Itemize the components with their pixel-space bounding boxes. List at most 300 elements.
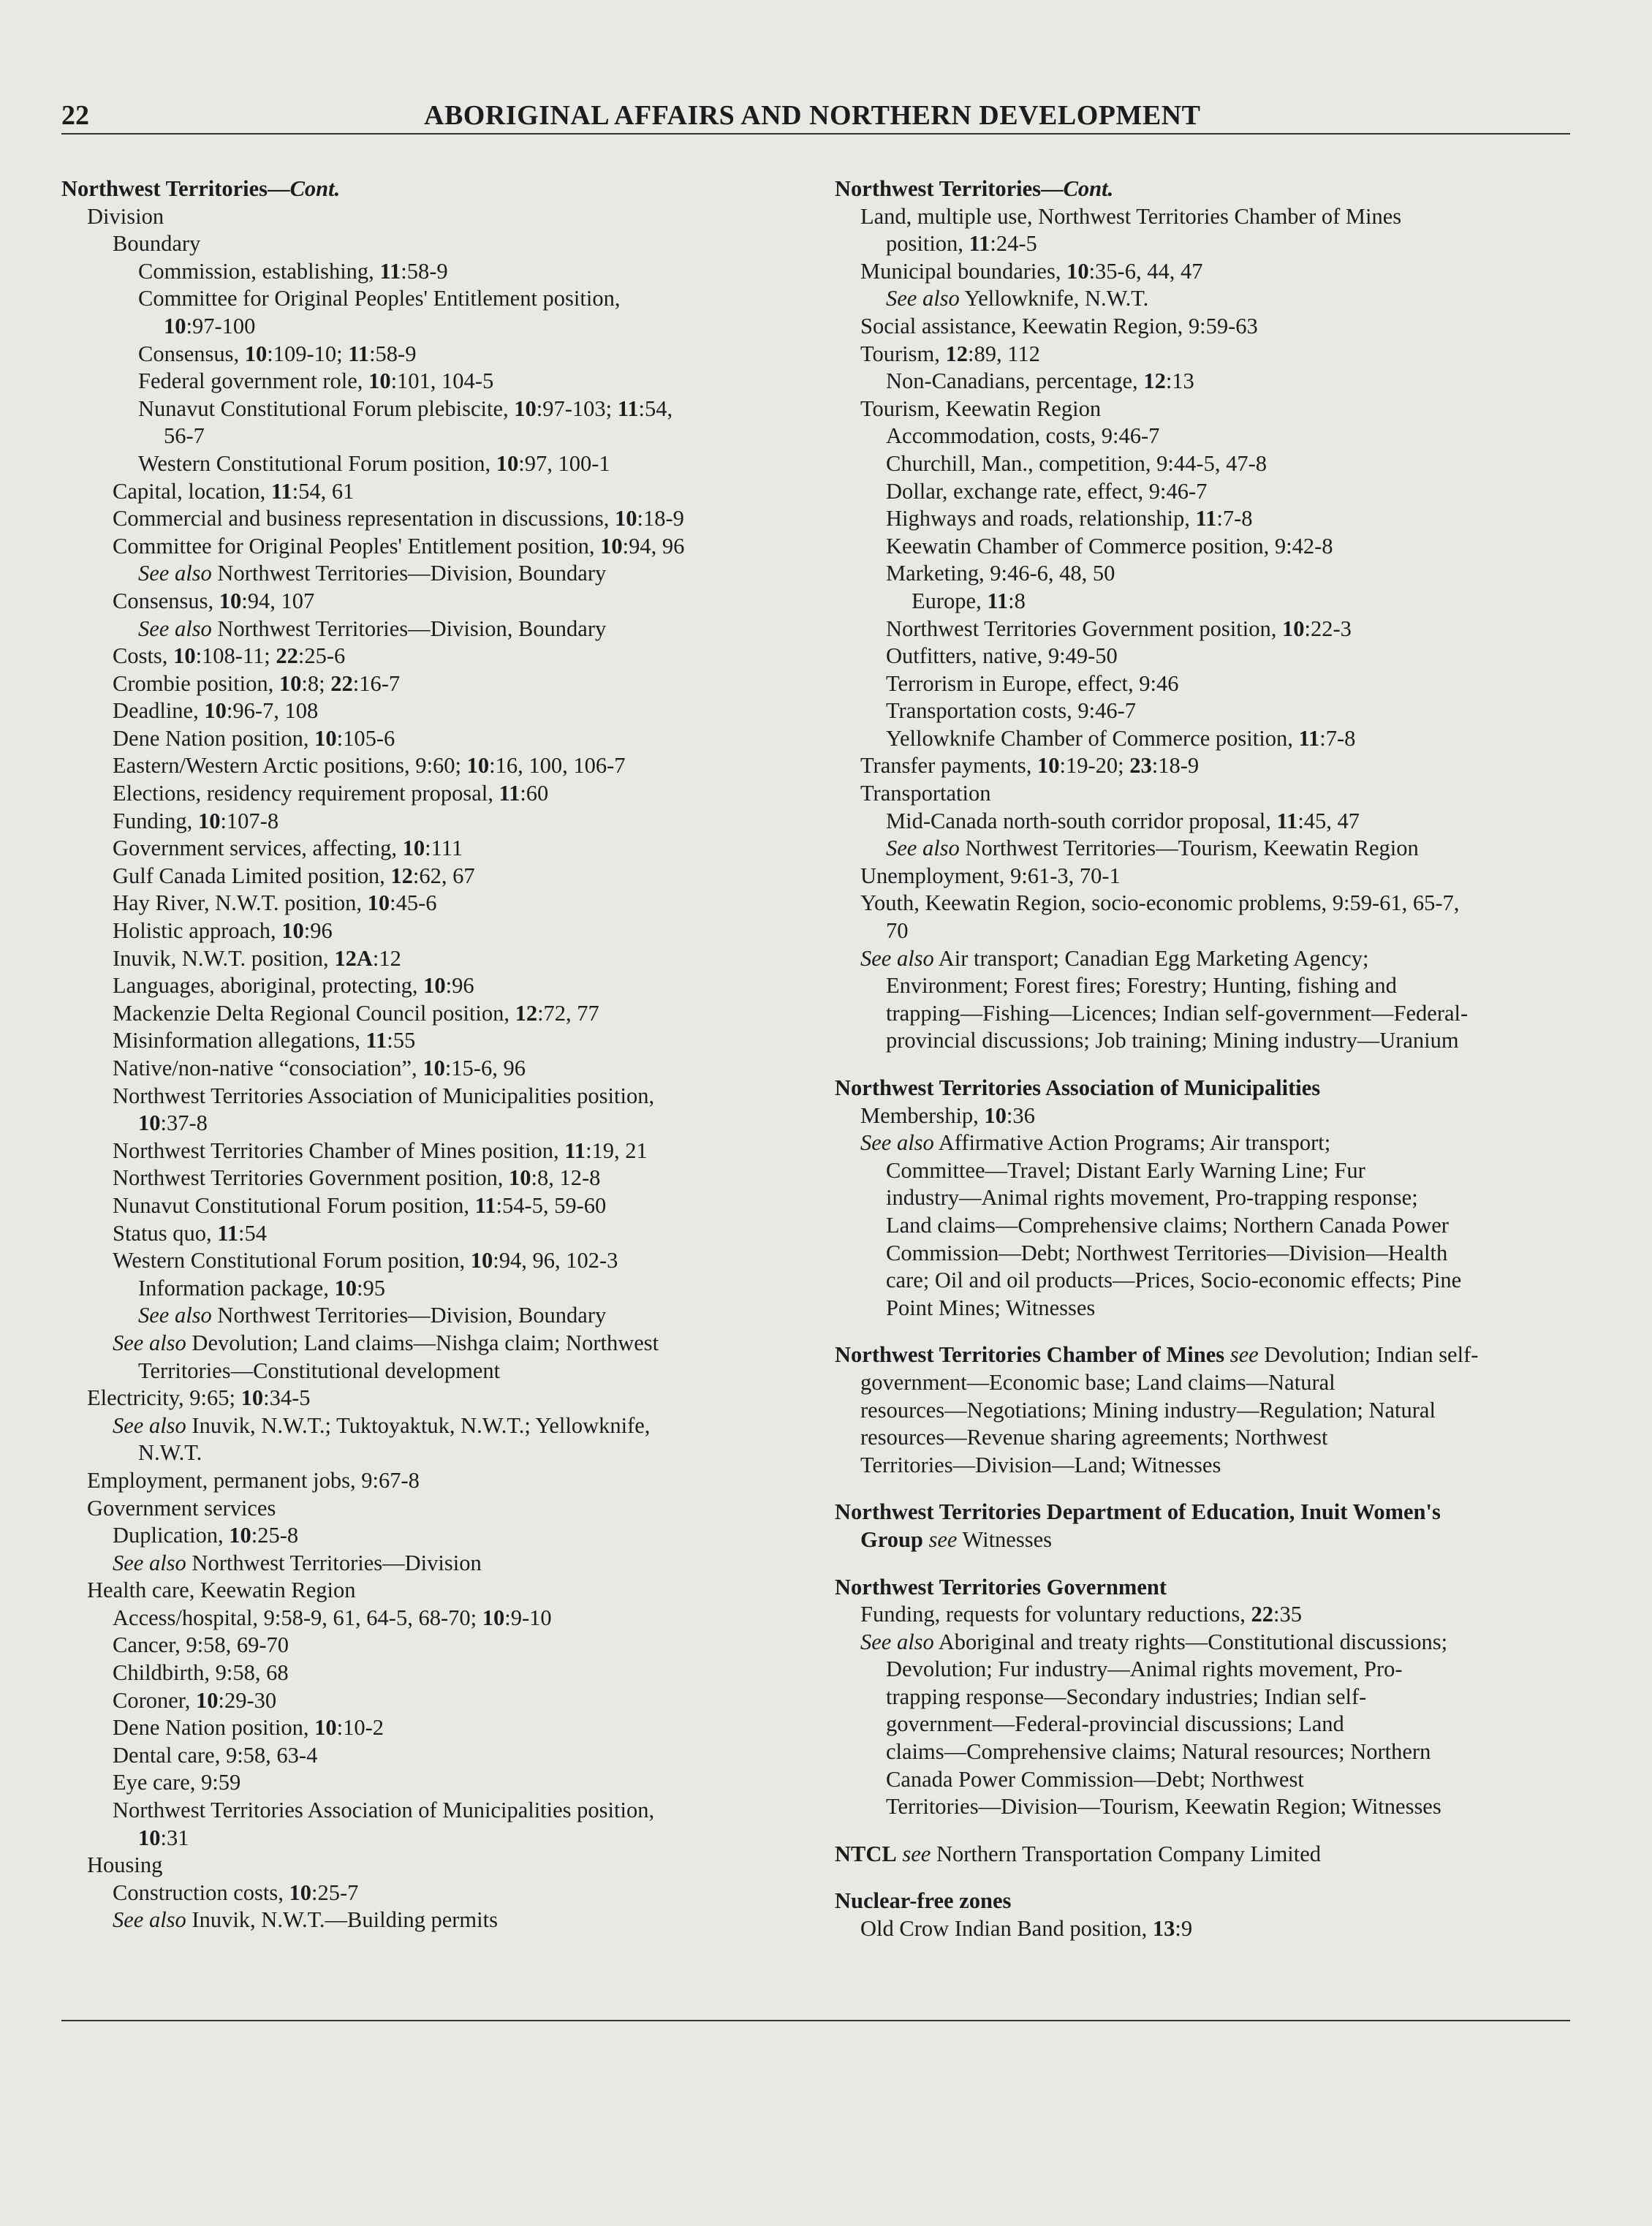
entry-text: Inuvik, N.W.T.; Tuktoyaktuk, N.W.T.; Yellowknife, (186, 1412, 651, 1438)
entry-text: Accommodation, costs, 9:46-7 (886, 423, 1160, 449)
entry-text: care; Oil and oil products—Prices, Socio-economic effects; Pine (886, 1268, 1462, 1293)
entry-text: Eye care, 9:59 (113, 1770, 241, 1795)
index-entry-line (61, 725, 807, 753)
entry-text: Devolution; Fur industry—Animal rights movement, Pro- (886, 1657, 1403, 1682)
entry-text: :94, 96 (622, 533, 685, 559)
index-entry-line (835, 450, 1573, 478)
index-entry-line (61, 1467, 807, 1495)
entry-text: Yellowknife, N.W.T. (959, 286, 1149, 311)
index-entry-line (835, 1656, 1573, 1684)
entry-text: Boundary (113, 231, 201, 257)
entry-text: :29-30 (218, 1687, 277, 1713)
index-entry-line (835, 1102, 1573, 1130)
entry-text: claims—Comprehensive claims; Natural resources; Northern (886, 1739, 1431, 1765)
index-entry-line (835, 285, 1573, 313)
entry-text: 10 (367, 890, 390, 916)
entry-text: Unemployment, 9:61-3, 70-1 (860, 863, 1121, 888)
entry-text: Nunavut Constitutional Forum plebiscite, (138, 395, 515, 421)
entry-text: Northwest Territories—Division, Boundary (211, 616, 607, 641)
index-entry-line (835, 808, 1573, 836)
entry-text: Canada Power Commission—Debt; Northwest (886, 1766, 1304, 1792)
entry-text: Dental care, 9:58, 63-4 (113, 1742, 318, 1768)
entry-text: :45, 47 (1297, 808, 1360, 833)
index-entry-line (61, 1714, 807, 1742)
entry-text: 10 (334, 1275, 357, 1301)
entry-text: Northwest Territories—Division, Boundary (211, 1303, 607, 1328)
index-entry-line (835, 1793, 1573, 1821)
index-entry-line (61, 643, 807, 670)
index-entry-line (61, 1385, 807, 1412)
entry-text: 10 (466, 753, 490, 779)
entry-gap (835, 1055, 1573, 1075)
entry-text: 22 (1251, 1602, 1274, 1627)
entry-text: Highways and roads, relationship, (886, 506, 1196, 531)
index-entry-line (61, 478, 807, 506)
entry-text: Hay River, N.W.T. position, (113, 890, 368, 916)
entry-text: NTCL (835, 1841, 897, 1866)
entry-text: :96 (445, 973, 474, 999)
entry-text: 12 (515, 1000, 538, 1026)
index-entry-line (61, 808, 807, 836)
index-entry-line (835, 368, 1573, 395)
index-entry-line (835, 1212, 1573, 1240)
entry-text: resources—Negotiations; Mining industry—Regulation; Natural (860, 1397, 1436, 1423)
index-entry-line (61, 285, 807, 313)
entry-text: Membership, (860, 1102, 985, 1128)
entry-text: See also (886, 836, 960, 861)
entry-text: Non-Canadians, percentage, (886, 368, 1144, 394)
entry-text: 10 (138, 1825, 161, 1850)
index-entry-line (61, 1797, 807, 1825)
entry-text: Division (87, 203, 164, 229)
index-entry-line (835, 505, 1573, 533)
index-entry-line (835, 835, 1573, 863)
entry-text: :54-5, 59-60 (496, 1192, 607, 1218)
entry-text: :35 (1273, 1602, 1302, 1627)
index-entry-line (835, 972, 1573, 1000)
entry-text: Funding, (113, 808, 198, 833)
entry-text: 10 (1281, 616, 1305, 641)
entry-text: :58-9 (401, 258, 448, 284)
entry-text: Churchill, Man., competition, 9:44-5, 47-8 (886, 450, 1267, 476)
index-entry-line (835, 1027, 1573, 1055)
entry-text: Dene Nation position, (113, 725, 315, 751)
entry-text: Tourism, Keewatin Region (860, 395, 1102, 421)
index-entry-line (835, 1369, 1573, 1397)
entry-text: Mid-Canada north-south corridor proposal, (886, 808, 1277, 833)
index-entry-line (835, 1526, 1573, 1554)
entry-text: 11 (348, 341, 370, 366)
entry-text: Elections, residency requirement proposal, (113, 781, 499, 806)
entry-text: :8, 12-8 (531, 1165, 601, 1191)
entry-text: Yellowknife Chamber of Commerce position, (886, 725, 1299, 751)
entry-text: :25-8 (251, 1523, 299, 1548)
entry-text: 11 (365, 1028, 387, 1053)
entry-text: Western Constitutional Forum position, (113, 1248, 471, 1273)
entry-text: 10 (281, 918, 304, 944)
entry-text: :95 (356, 1275, 385, 1301)
index-entry-line (835, 395, 1573, 423)
index-entry-line (61, 1000, 807, 1028)
entry-text: Terrorism in Europe, effect, 9:46 (886, 670, 1179, 696)
index-entry-line (835, 917, 1573, 945)
index-heading (835, 1075, 1573, 1102)
index-entry-line (835, 1184, 1573, 1212)
entry-gap (835, 1554, 1573, 1574)
entry-text: See also (138, 616, 212, 641)
entry-text: Northwest Territories Government (835, 1574, 1167, 1600)
entry-text: 11 (217, 1220, 239, 1246)
index-entry-line (61, 1165, 807, 1192)
entry-text: :96 (303, 918, 333, 944)
entry-text: Dene Nation position, (113, 1715, 315, 1741)
index-entry-line (61, 258, 807, 286)
entry-text: 11 (474, 1192, 496, 1218)
index-entry-line (61, 917, 807, 945)
index-entry-line (61, 835, 807, 863)
index-entry-line (835, 423, 1573, 450)
entry-text: :109-10; (267, 341, 349, 366)
entry-text: Keewatin Chamber of Commerce position, 9:42-8 (886, 533, 1333, 559)
index-entry-line (835, 533, 1573, 561)
index-column-left (61, 175, 807, 1934)
index-entry-line (835, 945, 1573, 973)
entry-text: :108-11; (195, 643, 276, 669)
entry-text: Electricity, 9:65; (87, 1385, 241, 1411)
index-entry-line (61, 780, 807, 808)
index-entry-line (835, 341, 1573, 368)
entry-text: Holistic approach, (113, 918, 282, 944)
index-heading (835, 1499, 1573, 1526)
entry-text: Transportation (860, 781, 991, 806)
index-entry-line (835, 697, 1573, 725)
entry-text: :7-8 (1216, 506, 1253, 531)
entry-text: 11 (499, 781, 520, 806)
entry-text: :25-6 (298, 643, 346, 669)
index-entry-line (61, 1412, 807, 1440)
entry-text: Western Constitutional Forum position, (138, 450, 496, 476)
entry-text: Employment, permanent jobs, 9:67-8 (87, 1467, 420, 1493)
index-entry-line (61, 368, 807, 395)
index-entry-line (61, 1302, 807, 1330)
index-entry-line (61, 1907, 807, 1934)
entry-text: 10 (423, 973, 446, 999)
index-entry-line (835, 1601, 1573, 1629)
entry-text: Territories—Constitutional development (138, 1358, 501, 1383)
entry-text: Government services (87, 1495, 276, 1521)
entry-text: Northwest Territories Association of Municipalities position, (113, 1798, 655, 1823)
entry-text: — (268, 176, 290, 201)
index-entry-line (835, 1915, 1573, 1943)
entry-text: :107-8 (220, 808, 279, 833)
entry-text: :111 (425, 836, 463, 861)
entry-text: :34-5 (263, 1385, 311, 1411)
entry-text: 11 (564, 1137, 586, 1163)
entry-text: 11 (379, 258, 401, 284)
entry-text: Languages, aboriginal, protecting, (113, 973, 424, 999)
entry-text: Marketing, 9:46-6, 48, 50 (886, 561, 1115, 586)
entry-text: Tourism, (860, 341, 946, 366)
entry-text: See also (113, 1412, 186, 1438)
index-entry-line (61, 1027, 807, 1055)
entry-text: :54, (638, 395, 673, 421)
index-entry-line (61, 1083, 807, 1110)
index-entry-line (835, 670, 1573, 698)
index-entry-line (835, 1267, 1573, 1295)
index-entry-line (61, 1605, 807, 1632)
entry-text: 22 (330, 670, 353, 696)
index-entry-line (835, 1424, 1573, 1452)
entry-text: government—Federal-provincial discussions; Land (886, 1711, 1344, 1737)
entry-text: :97-100 (186, 313, 256, 338)
index-entry-line (61, 533, 807, 561)
entry-text: see (1229, 1342, 1259, 1368)
entry-text: :101, 104-5 (390, 368, 494, 394)
index-entry-line (61, 1769, 807, 1797)
index-entry-line (61, 890, 807, 917)
index-entry-line (61, 1522, 807, 1550)
entry-text: Transfer payments, (860, 753, 1037, 779)
index-entry-line (61, 1577, 807, 1605)
entry-text: Childbirth, 9:58, 68 (113, 1660, 289, 1686)
entry-text: See also (113, 1330, 186, 1355)
entry-gap (835, 1821, 1573, 1841)
entry-text: Northwest Territories Chamber of Mines (835, 1342, 1225, 1368)
entry-text: — (1041, 176, 1064, 201)
entry-text: Housing (87, 1852, 163, 1878)
entry-text: :7-8 (1319, 725, 1356, 751)
index-entry-line (61, 1330, 807, 1358)
entry-text: :9-10 (504, 1605, 552, 1630)
entry-text: Witnesses (957, 1526, 1052, 1552)
index-entry-line (61, 450, 807, 478)
entry-text: See also (860, 1130, 934, 1156)
entry-text: :96-7, 108 (226, 698, 319, 724)
index-entry-line (835, 1711, 1573, 1738)
entry-text: See also (860, 1629, 934, 1654)
entry-text: :12 (372, 945, 401, 971)
entry-text: Land claims—Comprehensive claims; Northern Canada Power (886, 1212, 1449, 1238)
entry-text: 10 (289, 1879, 311, 1905)
entry-text: Information package, (138, 1275, 335, 1301)
entry-text (1224, 1342, 1230, 1367)
entry-text: Northwest Territories Government position, (113, 1165, 509, 1191)
index-column-right (835, 175, 1573, 1943)
entry-text: Nuclear-free zones (835, 1888, 1012, 1914)
index-entry-line (835, 230, 1573, 258)
entry-text: 11 (1195, 506, 1217, 531)
index-entry-line (835, 258, 1573, 286)
index-entry-line (61, 1495, 807, 1523)
entry-text: government—Economic base; Land claims—Natural (860, 1369, 1335, 1395)
entry-text: Northwest Territories Association of Municipalities (835, 1075, 1321, 1100)
entry-text: 11 (987, 588, 1009, 613)
entry-text: See also (113, 1907, 186, 1933)
entry-text: 10 (240, 1385, 264, 1411)
entry-text: 10 (514, 395, 537, 421)
entry-text: Mackenzie Delta Regional Council position, (113, 1000, 515, 1026)
header-rule (61, 133, 1570, 135)
entry-text: 70 (886, 918, 909, 944)
entry-text: 10 (482, 1605, 505, 1630)
entry-text: Northwest Territories Government position, (886, 616, 1282, 641)
entry-text: 10 (1066, 258, 1089, 284)
entry-text: Nunavut Constitutional Forum position, (113, 1192, 475, 1218)
entry-text: :58-9 (369, 341, 417, 366)
entry-text: Dollar, exchange rate, effect, 9:46-7 (886, 478, 1208, 504)
entry-text: trapping response—Secondary industries; Indian self- (886, 1684, 1367, 1709)
footer-rule (61, 2020, 1570, 2021)
entry-text: Costs, (113, 643, 174, 669)
index-entry-line (61, 1247, 807, 1275)
entry-text: Northwest Territories—Division, Boundary (211, 561, 607, 586)
entry-text: Affirmative Action Programs; Air transport; (933, 1130, 1331, 1156)
entry-text: 11 (1298, 725, 1320, 751)
entry-text: Point Mines; Witnesses (886, 1295, 1096, 1320)
entry-text: Health care, Keewatin Region (87, 1578, 356, 1603)
entry-text (923, 1527, 929, 1552)
entry-text: :16, 100, 106-7 (489, 753, 626, 779)
entry-text: :36 (1006, 1102, 1035, 1128)
entry-text: Government services, affecting, (113, 836, 403, 861)
index-entry-line (61, 560, 807, 588)
index-entry-line (61, 972, 807, 1000)
entry-text: Northwest Territories—Tourism, Keewatin Region (959, 836, 1419, 861)
entry-text: Inuvik, N.W.T.—Building permits (186, 1907, 498, 1933)
entry-text: Europe, (912, 588, 988, 613)
entry-text: 23 (1129, 753, 1152, 779)
entry-text: 11 (617, 395, 639, 421)
index-entry-line (835, 1129, 1573, 1157)
entry-text: industry—Animal rights movement, Pro-trapping response; (886, 1185, 1418, 1211)
entry-text: 10 (195, 1687, 219, 1713)
entry-text: Committee—Travel; Distant Early Warning Line; Fur (886, 1157, 1365, 1183)
entry-text: 10 (164, 313, 186, 338)
entry-text: :8 (1008, 588, 1026, 613)
entry-gap (835, 1322, 1573, 1341)
entry-text: :97-103; (536, 395, 618, 421)
entry-text: 56-7 (164, 423, 205, 449)
entry-text: Native/non-native “consociation”, (113, 1056, 423, 1080)
entry-text: :31 (160, 1825, 189, 1850)
index-entry-line (61, 670, 807, 698)
entry-text: :62, 67 (412, 863, 475, 888)
entry-text: Environment; Forest fires; Forestry; Hunting, fishing and (886, 973, 1397, 999)
entry-text: :18-9 (637, 506, 684, 531)
entry-text: see (928, 1526, 958, 1552)
entry-text: Northern Transportation Company Limited (931, 1841, 1322, 1866)
entry-text: Federal government role, (138, 368, 369, 394)
entry-text: 10 (423, 1056, 445, 1080)
entry-text: Consensus, (138, 341, 245, 366)
index-entry-line (835, 1766, 1573, 1794)
index-entry-line (61, 1439, 807, 1467)
entry-text: :13 (1165, 368, 1194, 394)
entry-text: See also (138, 561, 212, 586)
entry-text: :18-9 (1151, 753, 1200, 779)
index-entry-line (61, 1659, 807, 1687)
entry-text: :72, 77 (537, 1000, 599, 1026)
entry-gap (835, 1479, 1573, 1499)
entry-text: N.W.T. (138, 1440, 202, 1466)
entry-text: Inuvik, N.W.T. position, (113, 945, 335, 971)
entry-text: Outfitters, native, 9:49-50 (886, 643, 1118, 669)
entry-text: :19, 21 (586, 1137, 648, 1163)
index-entry-line (835, 313, 1573, 341)
entry-text: Consensus, (113, 588, 219, 613)
entry-text: Northwest Territories—Division (186, 1550, 482, 1575)
index-entry-line (61, 945, 807, 973)
index-entry-line (835, 752, 1573, 780)
entry-text: :22-3 (1304, 616, 1352, 641)
entry-text: 11 (969, 231, 990, 257)
entry-text: :35-6, 44, 47 (1088, 258, 1203, 284)
entry-text: 12 (390, 863, 413, 888)
entry-text: 10 (600, 533, 623, 559)
index-entry-line (835, 560, 1573, 588)
entry-text: trapping—Fishing—Licences; Indian self-government—Federal- (886, 1000, 1469, 1026)
entry-text: :15-6, 96 (444, 1056, 526, 1080)
entry-text: Status quo, (113, 1220, 218, 1246)
index-entry-line (61, 1358, 807, 1385)
entry-text: :16-7 (352, 670, 401, 696)
index-entry-line (835, 1629, 1573, 1657)
entry-text: :8; (301, 670, 331, 696)
entry-text: Youth, Keewatin Region, socio-economic problems, 9:59-61, 65-7, (860, 890, 1460, 916)
index-entry-line (61, 1550, 807, 1578)
entry-text: 10 (314, 725, 337, 751)
entry-text: 10 (508, 1165, 531, 1191)
page-number: 22 (61, 100, 89, 131)
index-entry-line (61, 697, 807, 725)
index-entry-line (835, 1157, 1573, 1185)
entry-text: Group (860, 1526, 923, 1552)
index-entry-line (61, 313, 807, 341)
entry-text: :19-20; (1059, 753, 1130, 779)
entry-text: :10-2 (336, 1715, 384, 1741)
entry-text: 10 (984, 1102, 1007, 1128)
index-entry-line (61, 1687, 807, 1715)
entry-text: :54 (238, 1220, 268, 1246)
index-entry-line (835, 588, 1573, 616)
entry-text: :97, 100-1 (518, 450, 610, 476)
entry-text: 10 (368, 368, 391, 394)
entry-text: See also (138, 1303, 212, 1328)
index-entry-line (61, 1742, 807, 1770)
index-entry-line (835, 725, 1573, 753)
entry-text: Aboriginal and treaty rights—Constitutional discussions; (933, 1629, 1448, 1654)
entry-text: 11 (1276, 808, 1298, 833)
index-entry-line (835, 780, 1573, 808)
entry-text: See also (886, 286, 960, 311)
entry-text: 10 (1037, 753, 1060, 779)
entry-text: 10 (173, 643, 196, 669)
index-entry-line (61, 863, 807, 890)
entry-text: 10 (219, 588, 242, 613)
index-entry-line (835, 1295, 1573, 1322)
entry-text: Municipal boundaries, (860, 258, 1067, 284)
entry-text: :94, 107 (241, 588, 315, 613)
entry-text: Cancer, 9:58, 69-70 (113, 1632, 289, 1658)
entry-text: 13 (1152, 1916, 1175, 1942)
index-heading (835, 175, 1573, 203)
entry-text: :25-7 (311, 1879, 359, 1905)
entry-text: provincial discussions; Job training; Mining industry—Uranium (886, 1028, 1459, 1053)
entry-text: Access/hospital, 9:58-9, 61, 64-5, 68-70; (113, 1605, 482, 1630)
entry-text: Social assistance, Keewatin Region, 9:59-63 (860, 313, 1258, 338)
entry-text: Northwest Territories Chamber of Mines position, (113, 1137, 565, 1163)
index-entry-line (61, 395, 807, 423)
